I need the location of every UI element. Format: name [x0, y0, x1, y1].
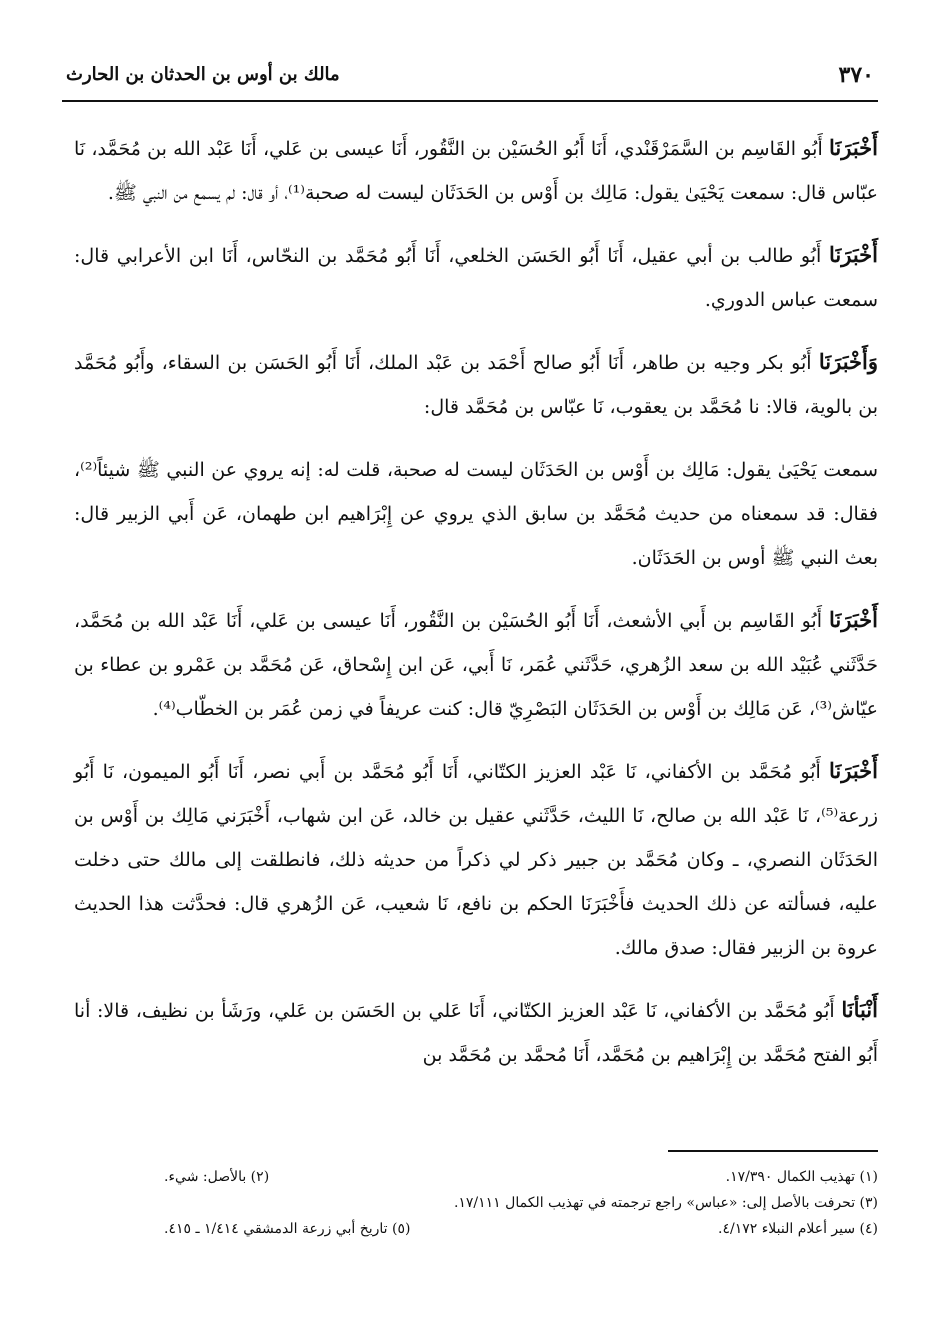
paragraph-text: أَبُو القَاسِم بن السَّمَرْقَنْدي، أَنَا أَبُو الحُسَيْن بن النَّقُور، أَنَا عيسى بن عَلي، أَنَا عَبْد الله بن مُحَمَّد، نَا عبّاس قال: سمعت يَحْيَىٰ يقول: مَالِك بن أَوْس بن الحَدَثَان ليست له صحبة⁽¹⁾، أو قال: لم يسمع من النبي ﷺ.: [74, 138, 878, 204]
main-text: [74, 126, 878, 1095]
footnote-row: [74, 1216, 878, 1242]
page-number: ٣٧٠: [838, 62, 874, 88]
paragraph-text: سمعت يَحْيَىٰ يقول: مَالِك بن أَوْس بن الحَدَثَان ليست له صحبة، قلت له: إنه يروي عن النبي ﷺ شيئاً⁽²⁾، فقال: قد سمعناه من حديث مُحَمَّد بن سابق الذي يروي عن إِبْرَاهيم ابن طهمان، عَن أَبي الزبير قال: بعث النبي ﷺ أوس بن الحَدَثَان.: [74, 459, 878, 569]
transmission-term: أَنْبَأنَا: [841, 997, 878, 1022]
paragraph-text: أَبُو مُحَمَّد بن الأكفاني، نَا عَبْد العزيز الكتّاني، أَنَا أَبُو مُحَمَّد بن أَبي نصر، أَنَا أَبُو الميمون، نَا أَبُو زرعة⁽⁵⁾، نَا عَبْد الله بن صالح، نَا الليث، حَدَّثَني عقيل بن خالد، عَن ابن شهاب، أَخْبَرَني مَالِك بن أَوْس بن الحَدَثَان النصري، ـ وكان مُحَمَّد بن جبير ذكر لي ذكراً من حديثه ذلك، فانطلقت إلى مالك حتى دخلت عليه، فسألته عن ذلك الحديث فأَخْبَرَنَا الحكم بن نافع، نَا شعيب، عَن الزُهري قال: فحدَّثت هذا الحديث عروة بن الزبير فقال: صدق مالك.: [74, 761, 878, 959]
transmission-term: أَخْبَرَنَا: [829, 242, 878, 267]
transmission-term: وَأَخْبَرَنَا: [818, 349, 878, 374]
paragraph-1: [74, 126, 878, 215]
paragraph-text: أَبُو مُحَمَّد بن الأكفاني، نَا عَبْد العزيز الكتّاني، أَنَا عَلي بن الحَسَن بن عَلي، ورَشَأ بن نظيف، قالا: أنا أَبُو الفتح مُحَمَّد بن إِبْرَاهيم بن مُحَمَّد، أَنَا مُحمَّد بن مُحَمَّد بن: [74, 1000, 878, 1066]
footnote-2: (٢) بالأصل: شيء.: [164, 1169, 270, 1185]
footnote-divider: [668, 1150, 878, 1152]
footnote-row: [74, 1164, 878, 1190]
paragraph-text: أَبُو القَاسِم بن أَبي الأشعث، أَنَا أَبُو الحُسَيْن بن النَّقُور، أَنَا عيسى بن عَلي، أَنَا عَبْد الله بن مُحَمَّد، حَدَّثَني عُبَيْد الله بن سعد الزُهري، حَدَّثَني عُمَر، نَا أَبي، عَن ابن إِسْحاق، عَن مُحَمَّد بن عَمْرو بن عطاء بن عيّاش⁽³⁾، عَن مَالِك بن أَوْس بن الحَدَثَان البَصْرِيّ قال: كنت عريفاً في زمن عُمَر بن الخطّاب⁽⁴⁾.: [74, 610, 878, 720]
paragraph-5: [74, 598, 878, 731]
transmission-term: أَخْبَرَنَا: [829, 607, 878, 632]
footnote-4: (٤) سير أعلام النبلاء ٤/١٧٢.: [718, 1221, 878, 1237]
transmission-term: أَخْبَرَنَا: [829, 135, 878, 160]
page-header: [62, 60, 878, 102]
footnote-row: [74, 1190, 878, 1216]
paragraph-4: [74, 447, 878, 580]
footnote-1: (١) تهذيب الكمال ١٧/٣٩٠.: [725, 1169, 878, 1185]
paragraph-6: [74, 749, 878, 970]
footnotes: [74, 1150, 878, 1242]
paragraph-text: أَبُو طالب بن أبي عقيل، أَنَا أَبُو الحَسَن الخلعي، أَنَا أَبُو مُحَمَّد بن النحّاس، أَنَا ابن الأعرابي قال: سمعت عباس الدوري.: [74, 245, 878, 311]
paragraph-3: [74, 340, 878, 429]
paragraph-2: [74, 233, 878, 322]
footnote-3: (٣) تحرفت بالأصل إلى: «عباس» راجع ترجمته في تهذيب الكمال ١٧/١١١.: [453, 1195, 878, 1211]
transmission-term: أَخْبَرَنَا: [829, 758, 878, 783]
paragraph-7: [74, 988, 878, 1077]
paragraph-text: أَبُو بكر وجيه بن طاهر، أَنَا أَبُو صالح أَحْمَد بن عَبْد الملك، أَنَا أَبُو الحَسَن بن السقاء، وأَبُو مُحَمَّد بن بالوية، قالا: نا مُحَمَّد بن يعقوب، نَا عبّاس بن مُحَمَّد قال:: [74, 352, 878, 418]
footnote-5: (٥) تاريخ أبي زرعة الدمشقي ١/٤١٤ ـ ٤١٥.: [164, 1221, 411, 1237]
running-title: مالك بن أوس بن الحدثان بن الحارث: [66, 64, 340, 85]
